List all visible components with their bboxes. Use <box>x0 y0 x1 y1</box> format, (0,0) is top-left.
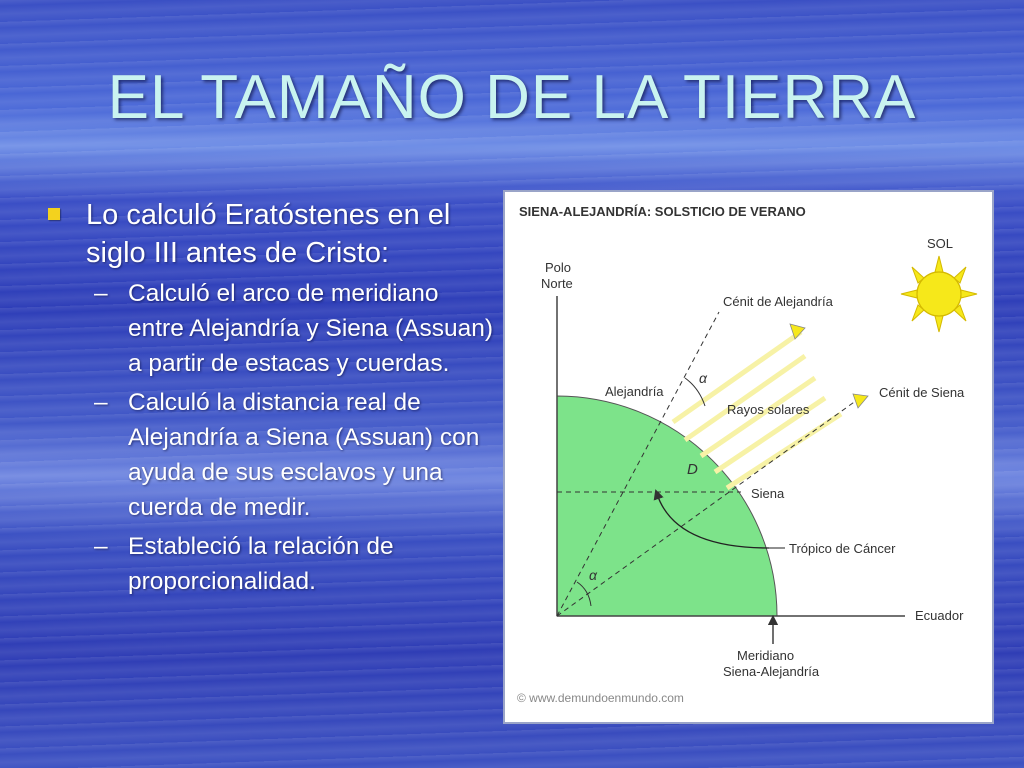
sub-bullet <box>94 529 500 599</box>
equator-label: Ecuador <box>915 608 964 623</box>
alexandria-zenith-label: Cénit de Alejandría <box>723 294 833 309</box>
alpha-bottom-label: α <box>589 567 597 583</box>
sub-bullet <box>94 276 500 381</box>
slide-content <box>44 196 500 603</box>
dash-icon: – <box>94 389 108 416</box>
sub-bullet-text: Calculó la distancia real de Alejandría a Siena (Assuan) con ayuda de sus esclavos y una cuerda de medir. <box>128 389 480 521</box>
dash-icon: – <box>94 280 108 307</box>
diagram-title: SIENA-ALEJANDRÍA: SOLSTICIO DE VERANO <box>519 204 806 219</box>
sun-label: SOL <box>927 236 954 251</box>
sub-bullet-text: Estableció la relación de proporcionalidad. <box>128 533 394 595</box>
credit-label: © www.demundoenmundo.com <box>517 691 684 705</box>
north-pole-label-line2: Norte <box>541 276 573 291</box>
diagram-canvas <box>505 192 992 722</box>
north-pole-label: Polo <box>545 260 572 275</box>
meridian-label: Meridiano <box>737 648 795 663</box>
main-bullet <box>44 196 500 272</box>
sun-rays-label: Rayos solares <box>727 402 810 417</box>
tropic-label: Trópico de Cáncer <box>789 541 896 556</box>
alexandria-label: Alejandría <box>605 384 664 399</box>
distance-label: D <box>687 461 698 478</box>
main-bullet-text: Lo calculó Eratóstenes en el siglo III antes de Cristo: <box>86 199 451 269</box>
eratosthenes-diagram <box>503 190 994 724</box>
meridian-label-line2: Siena-Alejandría <box>723 664 820 679</box>
siena-zenith-triangle <box>853 394 868 408</box>
sub-bullet-text: Calculó el arco de meridiano entre Alejandría y Siena (Assuan) a partir de estacas y cuerdas. <box>128 280 493 377</box>
siena-zenith-label: Cénit de Siena <box>879 385 965 400</box>
slide-title: EL TAMAÑO DE LA TIERRA <box>107 63 917 132</box>
sub-bullet-list <box>94 276 500 599</box>
alpha-top-label: α <box>699 370 707 386</box>
dash-icon: – <box>94 533 108 560</box>
square-bullet-icon <box>48 208 60 220</box>
sun-icon <box>901 256 977 332</box>
sub-bullet <box>94 385 500 525</box>
siena-label: Siena <box>751 486 785 501</box>
